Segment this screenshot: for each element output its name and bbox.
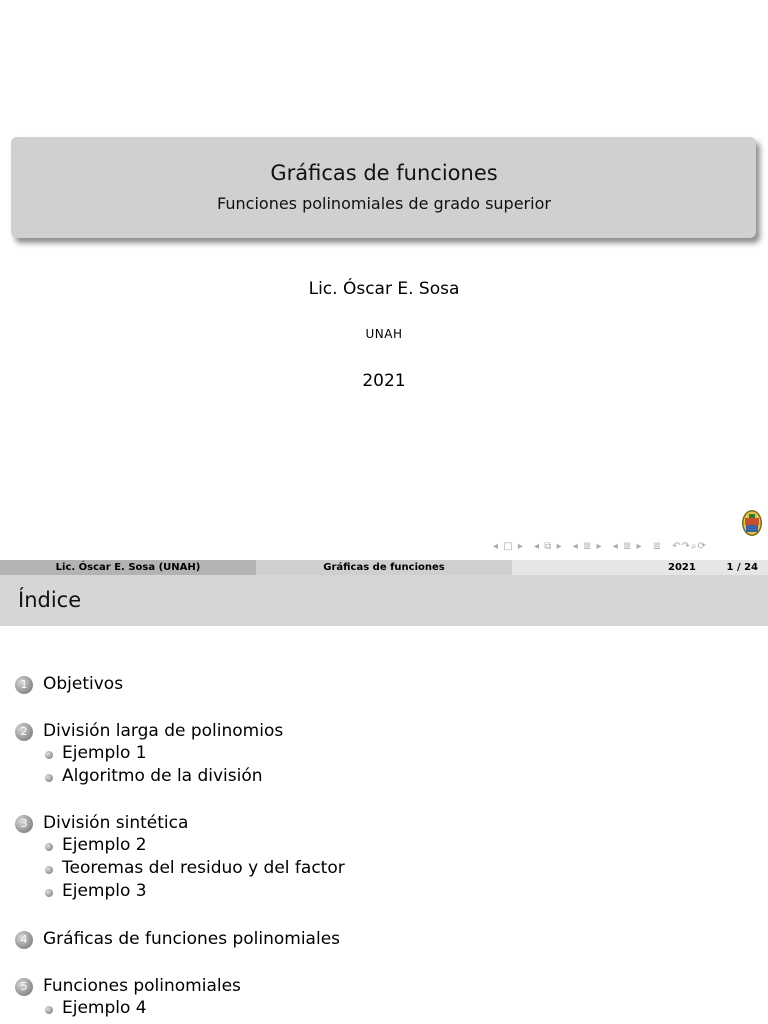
toc-subsection-title[interactable]: Ejemplo 2 (62, 835, 147, 855)
frame-title: Índice (18, 588, 82, 612)
nav-frame-prev-icon[interactable]: ◂ □ ▸ (493, 541, 524, 552)
toc-subsection-title[interactable]: Ejemplo 1 (62, 743, 147, 763)
footer-right (512, 560, 768, 575)
nav-search-icon[interactable]: ↶↷⌕⟳ (672, 541, 708, 552)
toc-subsection-title[interactable]: Teoremas del residuo y del factor (62, 858, 345, 878)
footer-page: 1 / 24 (726, 562, 758, 573)
subsection-bullet-icon (45, 751, 53, 759)
index-slide (0, 575, 768, 1024)
footer-title: Gráficas de funciones (256, 560, 512, 575)
section-number-ball: 1 (15, 676, 33, 694)
university-seal-icon (741, 509, 763, 537)
institute: UNAH (365, 327, 403, 341)
beamer-navigation[interactable] (493, 541, 765, 555)
subsection-bullet-icon (45, 774, 53, 782)
toc-subsection-title[interactable]: Ejemplo 4 (62, 998, 147, 1018)
section-number-ball: 3 (15, 815, 33, 833)
footer-year: 2021 (668, 562, 696, 573)
section-number-ball: 4 (15, 931, 33, 949)
nav-subsection-icon[interactable]: ◂ ⧉ ▸ (534, 541, 563, 552)
nav-section-next-icon[interactable]: ◂ ≣ ▸ (612, 541, 643, 552)
title-block (11, 137, 756, 238)
toc-subsection-title[interactable]: Ejemplo 3 (62, 881, 147, 901)
footer-author: Lic. Óscar E. Sosa (UNAH) (0, 560, 256, 575)
date: 2021 (362, 371, 406, 391)
toc-section-title[interactable]: Gráficas de funciones polinomiales (43, 929, 341, 949)
presentation-title: Gráficas de funciones (270, 161, 498, 185)
frame-title-bar (0, 575, 768, 626)
subsection-bullet-icon (45, 843, 53, 851)
section-number-ball: 5 (15, 978, 33, 996)
section-number-ball: 2 (15, 723, 33, 741)
toc-section-title[interactable]: Funciones polinomiales (43, 976, 241, 996)
nav-document-icon[interactable]: ≣ (652, 541, 663, 552)
subsection-bullet-icon (45, 889, 53, 897)
subsection-bullet-icon (45, 1006, 53, 1014)
toc-subsection-title[interactable]: Algoritmo de la división (62, 766, 263, 786)
slide-footer (0, 560, 768, 575)
presentation-subtitle: Funciones polinomiales de grado superior (217, 194, 551, 213)
nav-section-icon[interactable]: ◂ ≣ ▸ (572, 541, 603, 552)
toc-section-title[interactable]: División sintética (43, 813, 189, 833)
subsection-bullet-icon (45, 866, 53, 874)
toc-section-title[interactable]: División larga de polinomios (43, 721, 284, 741)
author: Lic. Óscar E. Sosa (308, 279, 460, 299)
toc-section-title[interactable]: Objetivos (43, 674, 124, 694)
